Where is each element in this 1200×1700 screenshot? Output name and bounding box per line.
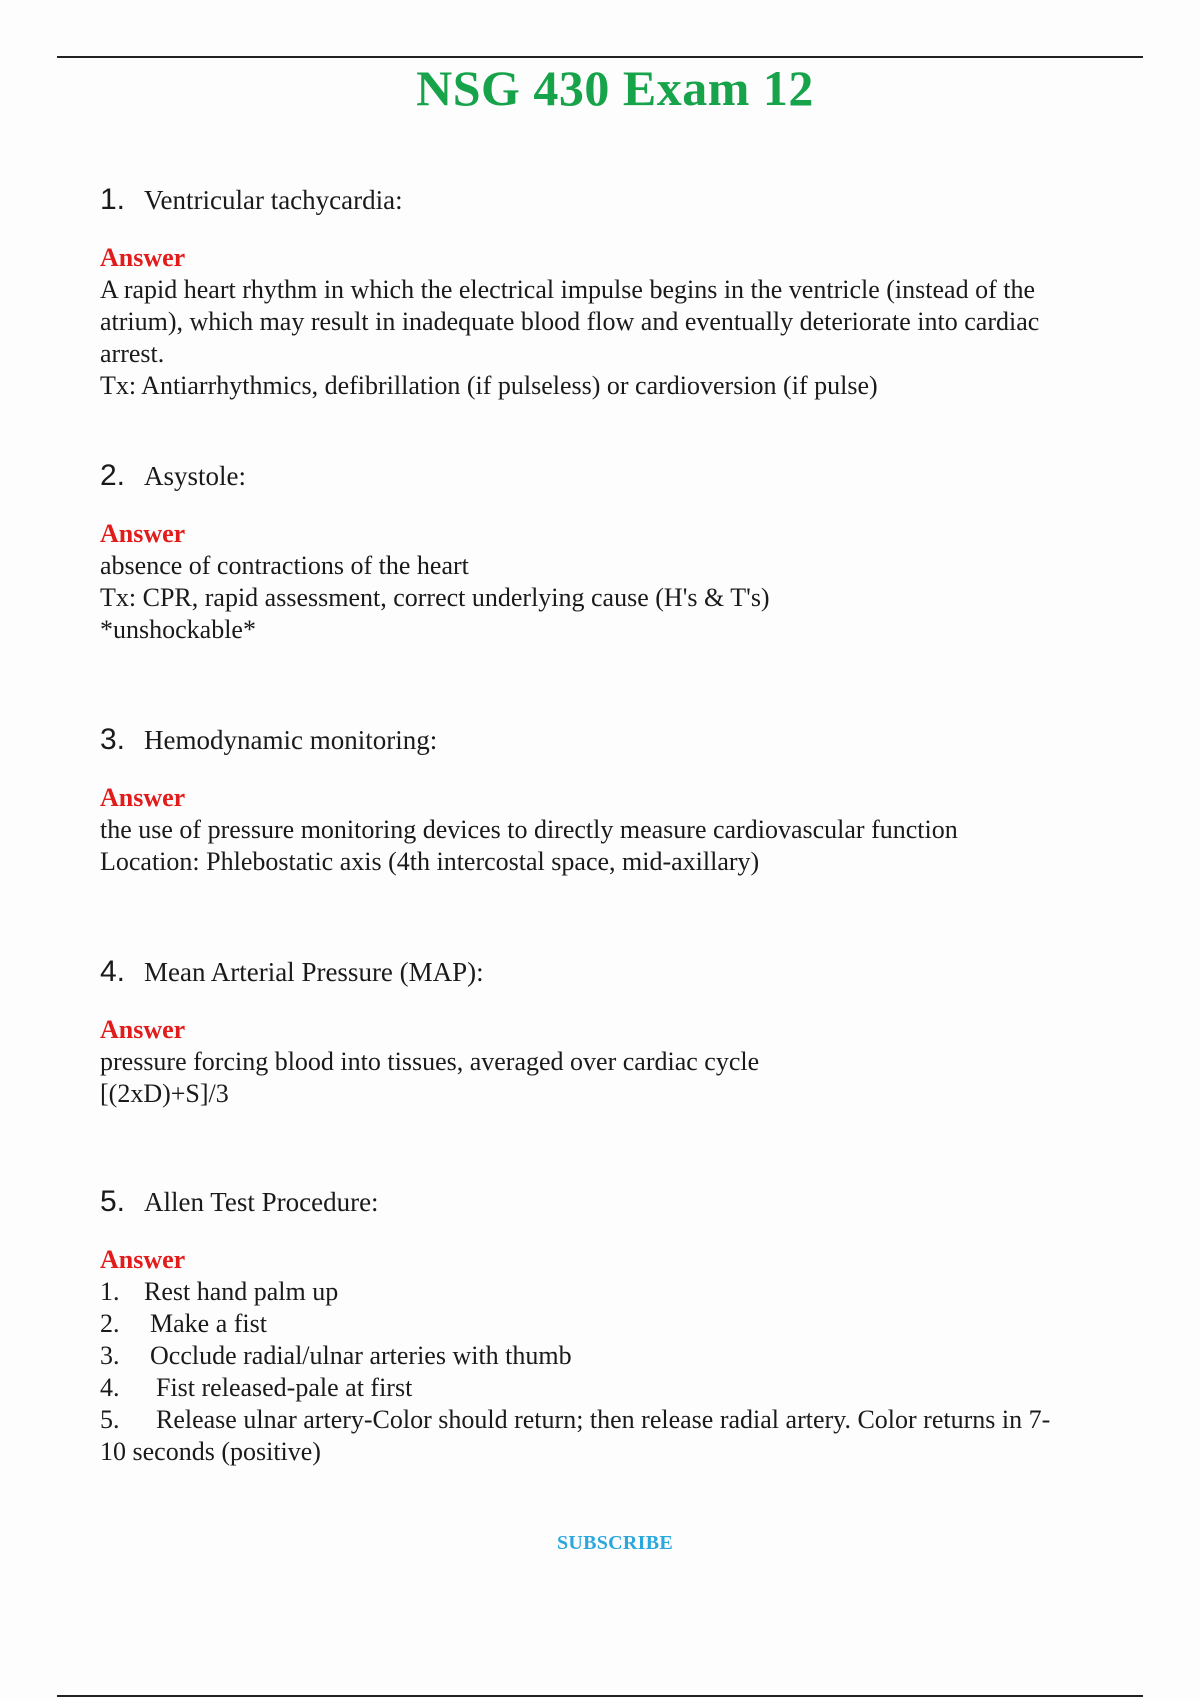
step-number: 3. xyxy=(100,1341,120,1370)
question-header xyxy=(100,720,1120,760)
procedure-step xyxy=(100,1308,1120,1340)
document-title: NSG 430 Exam 12 xyxy=(416,60,814,116)
step-number: 1. xyxy=(100,1277,120,1306)
question-number: 5. xyxy=(100,1185,126,1218)
step-continuation: 10 seconds (positive) xyxy=(100,1437,321,1466)
answer-line: absence of contractions of the heart xyxy=(100,551,469,580)
question-1 xyxy=(100,180,1120,456)
question-2 xyxy=(100,456,1120,720)
answer-line: Tx: CPR, rapid assessment, correct underlying cause (H's & T's) xyxy=(100,583,770,612)
answer-line: Location: Phlebostatic axis (4th intercostal space, mid-axillary) xyxy=(100,847,760,876)
procedure-step xyxy=(100,1340,1120,1372)
bottom-divider xyxy=(57,1695,1143,1697)
answer-label: Answer xyxy=(100,519,186,548)
answer-line: Tx: Antiarrhythmics, defibrillation (if pulseless) or cardioversion (if pulse) xyxy=(100,371,878,400)
subscribe-link[interactable]: SUBSCRIBE xyxy=(556,1532,674,1554)
answer-label: Answer xyxy=(100,1015,186,1044)
document-content xyxy=(100,180,1120,1468)
question-prompt: Ventricular tachycardia: xyxy=(144,185,403,215)
question-4 xyxy=(100,952,1120,1182)
question-prompt: Allen Test Procedure: xyxy=(144,1187,379,1217)
question-header xyxy=(100,456,1120,496)
question-number: 3. xyxy=(100,723,126,756)
question-header xyxy=(100,1182,1120,1222)
question-3 xyxy=(100,720,1120,952)
procedure-step xyxy=(100,1404,1120,1436)
step-text: Fist released-pale at first xyxy=(156,1373,413,1402)
step-number: 5. xyxy=(100,1405,120,1434)
answer-label: Answer xyxy=(100,783,186,812)
step-text: Rest hand palm up xyxy=(144,1277,339,1306)
procedure-step xyxy=(100,1372,1120,1404)
step-text: Make a fist xyxy=(150,1309,267,1338)
step-text: Release ulnar artery-Color should return; then release radial artery. Color returns in 7- xyxy=(156,1405,1051,1434)
answer-line: A rapid heart rhythm in which the electrical impulse begins in the ventricle (instead of the xyxy=(100,275,1035,304)
question-header xyxy=(100,952,1120,992)
question-number: 2. xyxy=(100,459,126,492)
step-number: 4. xyxy=(100,1373,120,1402)
question-5 xyxy=(100,1182,1120,1468)
answer-label: Answer xyxy=(100,1245,186,1274)
question-prompt: Asystole: xyxy=(144,461,247,491)
answer-line: arrest. xyxy=(100,339,165,368)
question-header xyxy=(100,180,1120,220)
step-text: Occlude radial/ulnar arteries with thumb xyxy=(150,1341,572,1370)
answer-label: Answer xyxy=(100,243,186,272)
answer-line: pressure forcing blood into tissues, averaged over cardiac cycle xyxy=(100,1047,760,1076)
question-prompt: Mean Arterial Pressure (MAP): xyxy=(144,957,484,987)
question-number: 4. xyxy=(100,955,126,988)
step-number: 2. xyxy=(100,1309,120,1338)
question-number: 1. xyxy=(100,183,126,216)
answer-line: *unshockable* xyxy=(100,615,256,644)
question-prompt: Hemodynamic monitoring: xyxy=(144,725,438,755)
procedure-step xyxy=(100,1276,1120,1308)
procedure-steps xyxy=(100,1276,1120,1436)
answer-line: atrium), which may result in inadequate blood flow and eventually deteriorate into cardiac xyxy=(100,307,1040,336)
answer-line: [(2xD)+S]/3 xyxy=(100,1079,229,1108)
answer-line: the use of pressure monitoring devices to directly measure cardiovascular function xyxy=(100,815,958,844)
